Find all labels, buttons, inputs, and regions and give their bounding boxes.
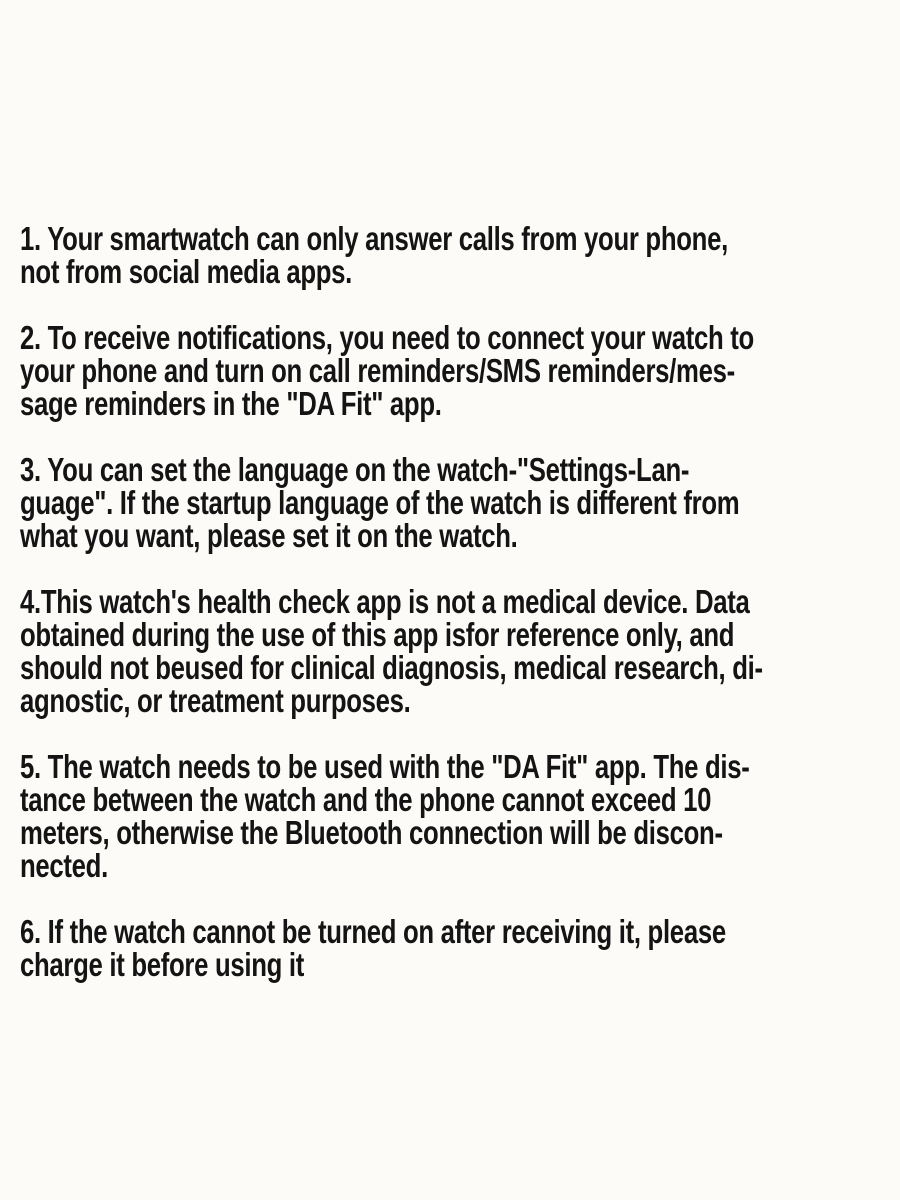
text-line: should not beused for clinical diagnosis, medical research, di-	[20, 649, 763, 686]
text-line: what you want, please set it on the watch.	[20, 517, 518, 554]
text-line: 6. If the watch cannot be turned on after receiving it, please	[20, 913, 726, 950]
document-body	[20, 222, 900, 1014]
text-line: 1. Your smartwatch can only answer calls from your phone,	[20, 220, 728, 257]
paragraph-2	[20, 321, 900, 420]
paragraph-1	[20, 222, 900, 288]
text-line: your phone and turn on call reminders/SMS reminders/mes-	[20, 352, 735, 389]
text-line: 2. To receive notifications, you need to connect your watch to	[20, 319, 754, 356]
text-line: 5. The watch needs to be used with the "DA Fit" app. The dis-	[20, 748, 750, 785]
text-line: obtained during the use of this app isfor reference only, and	[20, 616, 735, 653]
text-line: nected.	[20, 847, 108, 884]
paragraph-6	[20, 915, 900, 981]
text-line: agnostic, or treatment purposes.	[20, 682, 411, 719]
paragraph-3	[20, 453, 900, 552]
paragraph-4	[20, 585, 900, 717]
text-line: charge it before using it	[20, 946, 304, 983]
paragraph-5	[20, 750, 900, 882]
text-line: sage reminders in the "DA Fit" app.	[20, 385, 442, 422]
text-line: guage". If the startup language of the watch is different from	[20, 484, 740, 521]
text-line: 4.This watch's health check app is not a medical device. Data	[20, 583, 750, 620]
text-line: tance between the watch and the phone cannot exceed 10	[20, 781, 712, 818]
text-line: meters, otherwise the Bluetooth connection will be discon-	[20, 814, 723, 851]
text-line: not from social media apps.	[20, 253, 352, 290]
text-line: 3. You can set the language on the watch-"Settings-Lan-	[20, 451, 690, 488]
